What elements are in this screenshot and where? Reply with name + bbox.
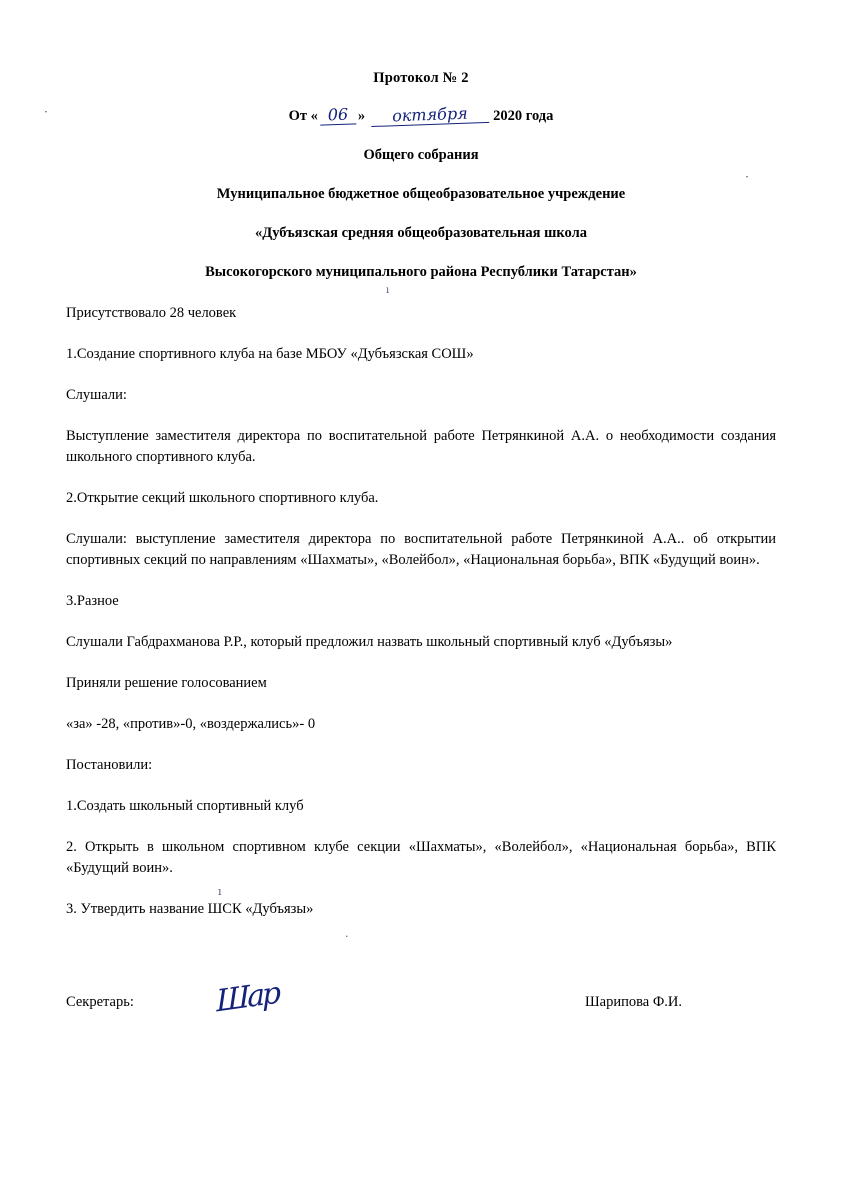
scan-mark-4: · [345,930,349,943]
handwritten-month-field: октября [371,105,490,127]
scan-mark-1: · [44,105,48,119]
paragraph-decision-intro: Приняли решение голосованием [66,674,267,691]
page-title: Протокол № 2 [373,70,469,86]
document-header [66,70,776,281]
signature-label: Секретарь: [66,994,134,1011]
paragraph-resolution-2: 2. Открыть в школьном спортивном клубе секции «Шахматы», «Волейбол», «Национальная борьба», ВПК «Будущий воин». [66,839,776,877]
paragraph-speech-3: Слушали Габдрахманова Р.Р., который предложил назвать школьный спортивный клуб «Дубъязы» [66,633,673,650]
handwritten-day-field: 06 [320,106,357,125]
paragraph-speech-2: Слушали: выступление заместителя директора по воспитательной работе Петрянкиной А.А.. об открытии спортивных секций по направлениям «Шахматы», «Волейбол», «Национальная борьба», ВПК «Будущий воин». [66,530,776,568]
paragraph-resolved-heading: Постановили: [66,756,153,773]
document-subtitle: Общего собрания [363,146,479,163]
scan-mark-2: · [745,170,749,184]
paragraph-heard-1: Слушали: [66,386,127,403]
document-content [66,70,776,1022]
paragraph-resolution-1: 1.Создать школьный спортивный клуб [66,798,304,814]
signature-name: Шарипова Ф.И. [585,994,682,1011]
paragraph-speech-1: Выступление заместителя директора по воспитательной работе Петрянкиной А.А. о необходимости создания школьного спортивного клуба. [66,427,776,465]
organization-line-2: «Дубъязская средняя общеобразовательная школа [255,224,587,241]
handwritten-signature: Шар [215,975,279,1020]
date-year: 2020 года [493,107,554,124]
scan-mark-3: ı [386,285,390,296]
paragraph-attendance: Присутствовало 28 человек [66,304,237,321]
signature-row [66,975,776,1022]
paragraph-item-3: 3.Разное [66,592,119,609]
paragraph-vote-results: «за» -28, «против»-0, «воздержались»- 0 [66,715,316,732]
paragraph-resolution-3: 3. Утвердить название ШСК «Дубъязы» [66,901,314,918]
paragraph-item-1: 1.Создание спортивного клуба на базе МБОУ «Дубъязская СОШ» [66,345,474,362]
organization-line-3: Высокогорского муниципального района Республики Татарстан» [205,263,637,280]
paragraph-item-2: 2.Открытие секций школьного спортивного клуба. [66,489,379,506]
date-mid: » [357,107,366,124]
scan-mark-5: ı [218,885,222,898]
date-line [66,103,776,126]
organization-line-1: Муниципальное бюджетное общеобразовательное учреждение [216,185,626,202]
date-prefix: От « [288,107,318,124]
